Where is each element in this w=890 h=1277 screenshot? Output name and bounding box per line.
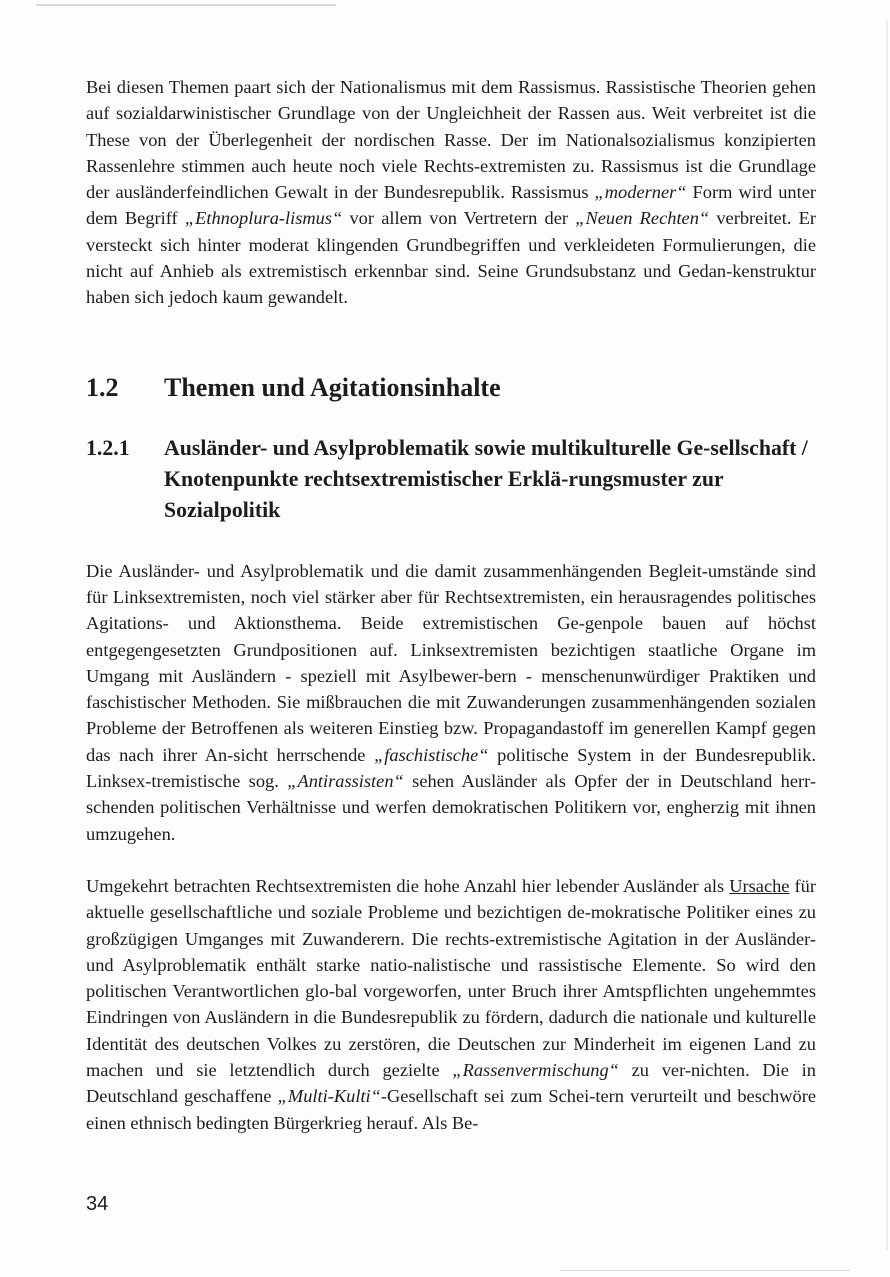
- text-run: sehen Ausländer als Opfer der in Deutschland herr-schenden politischen Verhältnisse und werfen demokratischen Politikern vor, engherzig mit ihnen umzugehen.: [86, 771, 816, 844]
- scan-edge-right: [886, 20, 888, 1250]
- text-run: Umgekehrt betrachten Rechtsextremisten die hohe Anzahl hier lebender Ausländer als: [86, 875, 730, 896]
- text-run: Form wird unter dem Begriff: [86, 182, 816, 229]
- underlined-term: Ursache: [729, 875, 790, 896]
- italic-term: „Antirassisten“: [287, 771, 404, 792]
- text-run: politische System in der Bundesrepublik. Linksex-tremistische sog.: [86, 744, 817, 792]
- section-title: Themen und Agitationsinhalte: [164, 372, 501, 402]
- scan-edge-bottom: [560, 1270, 850, 1271]
- italic-term: „Neuen Rechten“: [575, 208, 710, 229]
- section-number: 1.2: [86, 372, 119, 402]
- page-content: [86, 74, 816, 1136]
- text-run: zu ver-nichten. Die in Deutschland geschaffene: [86, 1060, 816, 1107]
- text-run: für aktuelle gesellschaftliche und soziale Probleme und bezichtigen de-mokratische Politiker eines zu großzügigen Umganges mit Zuwanderern. Die rechts-extremistische Agitation in der Ausländer- und Asylproblematik enthält starke natio-nalistische und rassistische Elemente. So wird den politischen Verantwortlichen glo-bal vorgeworfen, unter Bruch ihrer Amtspflichten ungehemmtes Eindringen von Ausländern in die Bundesrepublik zu fördern, dadurch die nationale und kulturelle Identität des deutschen Volkes zu zerstören, die Deutschen zur Minderheit im eigenen Land zu machen und sie letztendlich durch gezielte: [86, 875, 816, 1081]
- text-run: Die Ausländer- und Asylproblematik und die damit zusammenhängenden Begleit-umstände sind für Linksextremisten, noch viel stärker aber für Rechtsextremisten, ein herausragendes politisches Agitations- und Aktionsthema. Beide extremistischen Ge-genpole bauen auf höchst entgegengesetzten Grundpositionen auf. Linksextremisten bezichtigen staatliche Organe im Umgang mit Ausländern - speziell mit Asylbewer-bern - menschenunwürdiger Praktiken und faschistischer Methoden. Sie mißbrauchen die mit Zuwanderungen zusammenhängenden sozialen Probleme der Betroffenen als weiteren Einstieg bzw. Propagandastoff im generellen Kampf gegen das nach ihrer An-sicht herrschende: [86, 560, 816, 765]
- italic-term: „Multi-Kulti“: [277, 1086, 381, 1107]
- subsection-number: 1.2.1: [86, 435, 130, 460]
- section-heading-1-2: [86, 373, 816, 403]
- italic-term: „Rassenvermischung“: [452, 1060, 619, 1081]
- scan-edge-top: [36, 4, 336, 6]
- italic-term: „faschistische“: [374, 744, 489, 765]
- text-run: verbreitet. Er versteckt sich hinter moderat klingenden Grundbegriffen und verkleideten Formulierungen, die nicht auf Anhieb als extremistisch erkennbar sind. Seine Grundsubstanz und Gedan-kenstruktur haben sich jedoch kaum gewandelt.: [86, 208, 817, 308]
- text-run: -Gesellschaft sei zum Schei-tern verurteilt und beschwöre einen ethnisch bedingten Bürgerkrieg herauf. Als Be-: [86, 1086, 816, 1133]
- paragraph-asylproblematik: [86, 558, 816, 847]
- subsection-heading-1-2-1: [86, 433, 816, 526]
- text-run: vor allem von Vertretern der: [342, 208, 576, 229]
- page-number: 34: [86, 1193, 109, 1215]
- subsection-title: Ausländer- und Asylproblematik sowie multikulturelle Ge-sellschaft / Knotenpunkte rechtsextremistischer Erklä-rungsmuster zur Sozialpolitik: [164, 435, 808, 522]
- text-run: Bei diesen Themen paart sich der Nationalismus mit dem Rassismus. Rassistische Theorien gehen auf sozialdarwinistischer Grundlage von der Ungleichheit der Rassen aus. Weit verbreitet ist die These von der Überlegenheit der nordischen Rasse. Der im Nationalsozialismus konzipierten Rassenlehre stimmen auch heute noch viele Rechts-extremisten zu. Rassismus ist die Grundlage der ausländerfeindlichen Gewalt in der Bundesrepublik. Rassismus: [86, 77, 816, 203]
- paragraph-rassismus: [86, 74, 816, 311]
- italic-term: „moderner“: [594, 182, 687, 203]
- italic-term: „Ethnoplura-lismus“: [184, 208, 343, 229]
- paragraph-rechtsextremisten: [86, 873, 816, 1136]
